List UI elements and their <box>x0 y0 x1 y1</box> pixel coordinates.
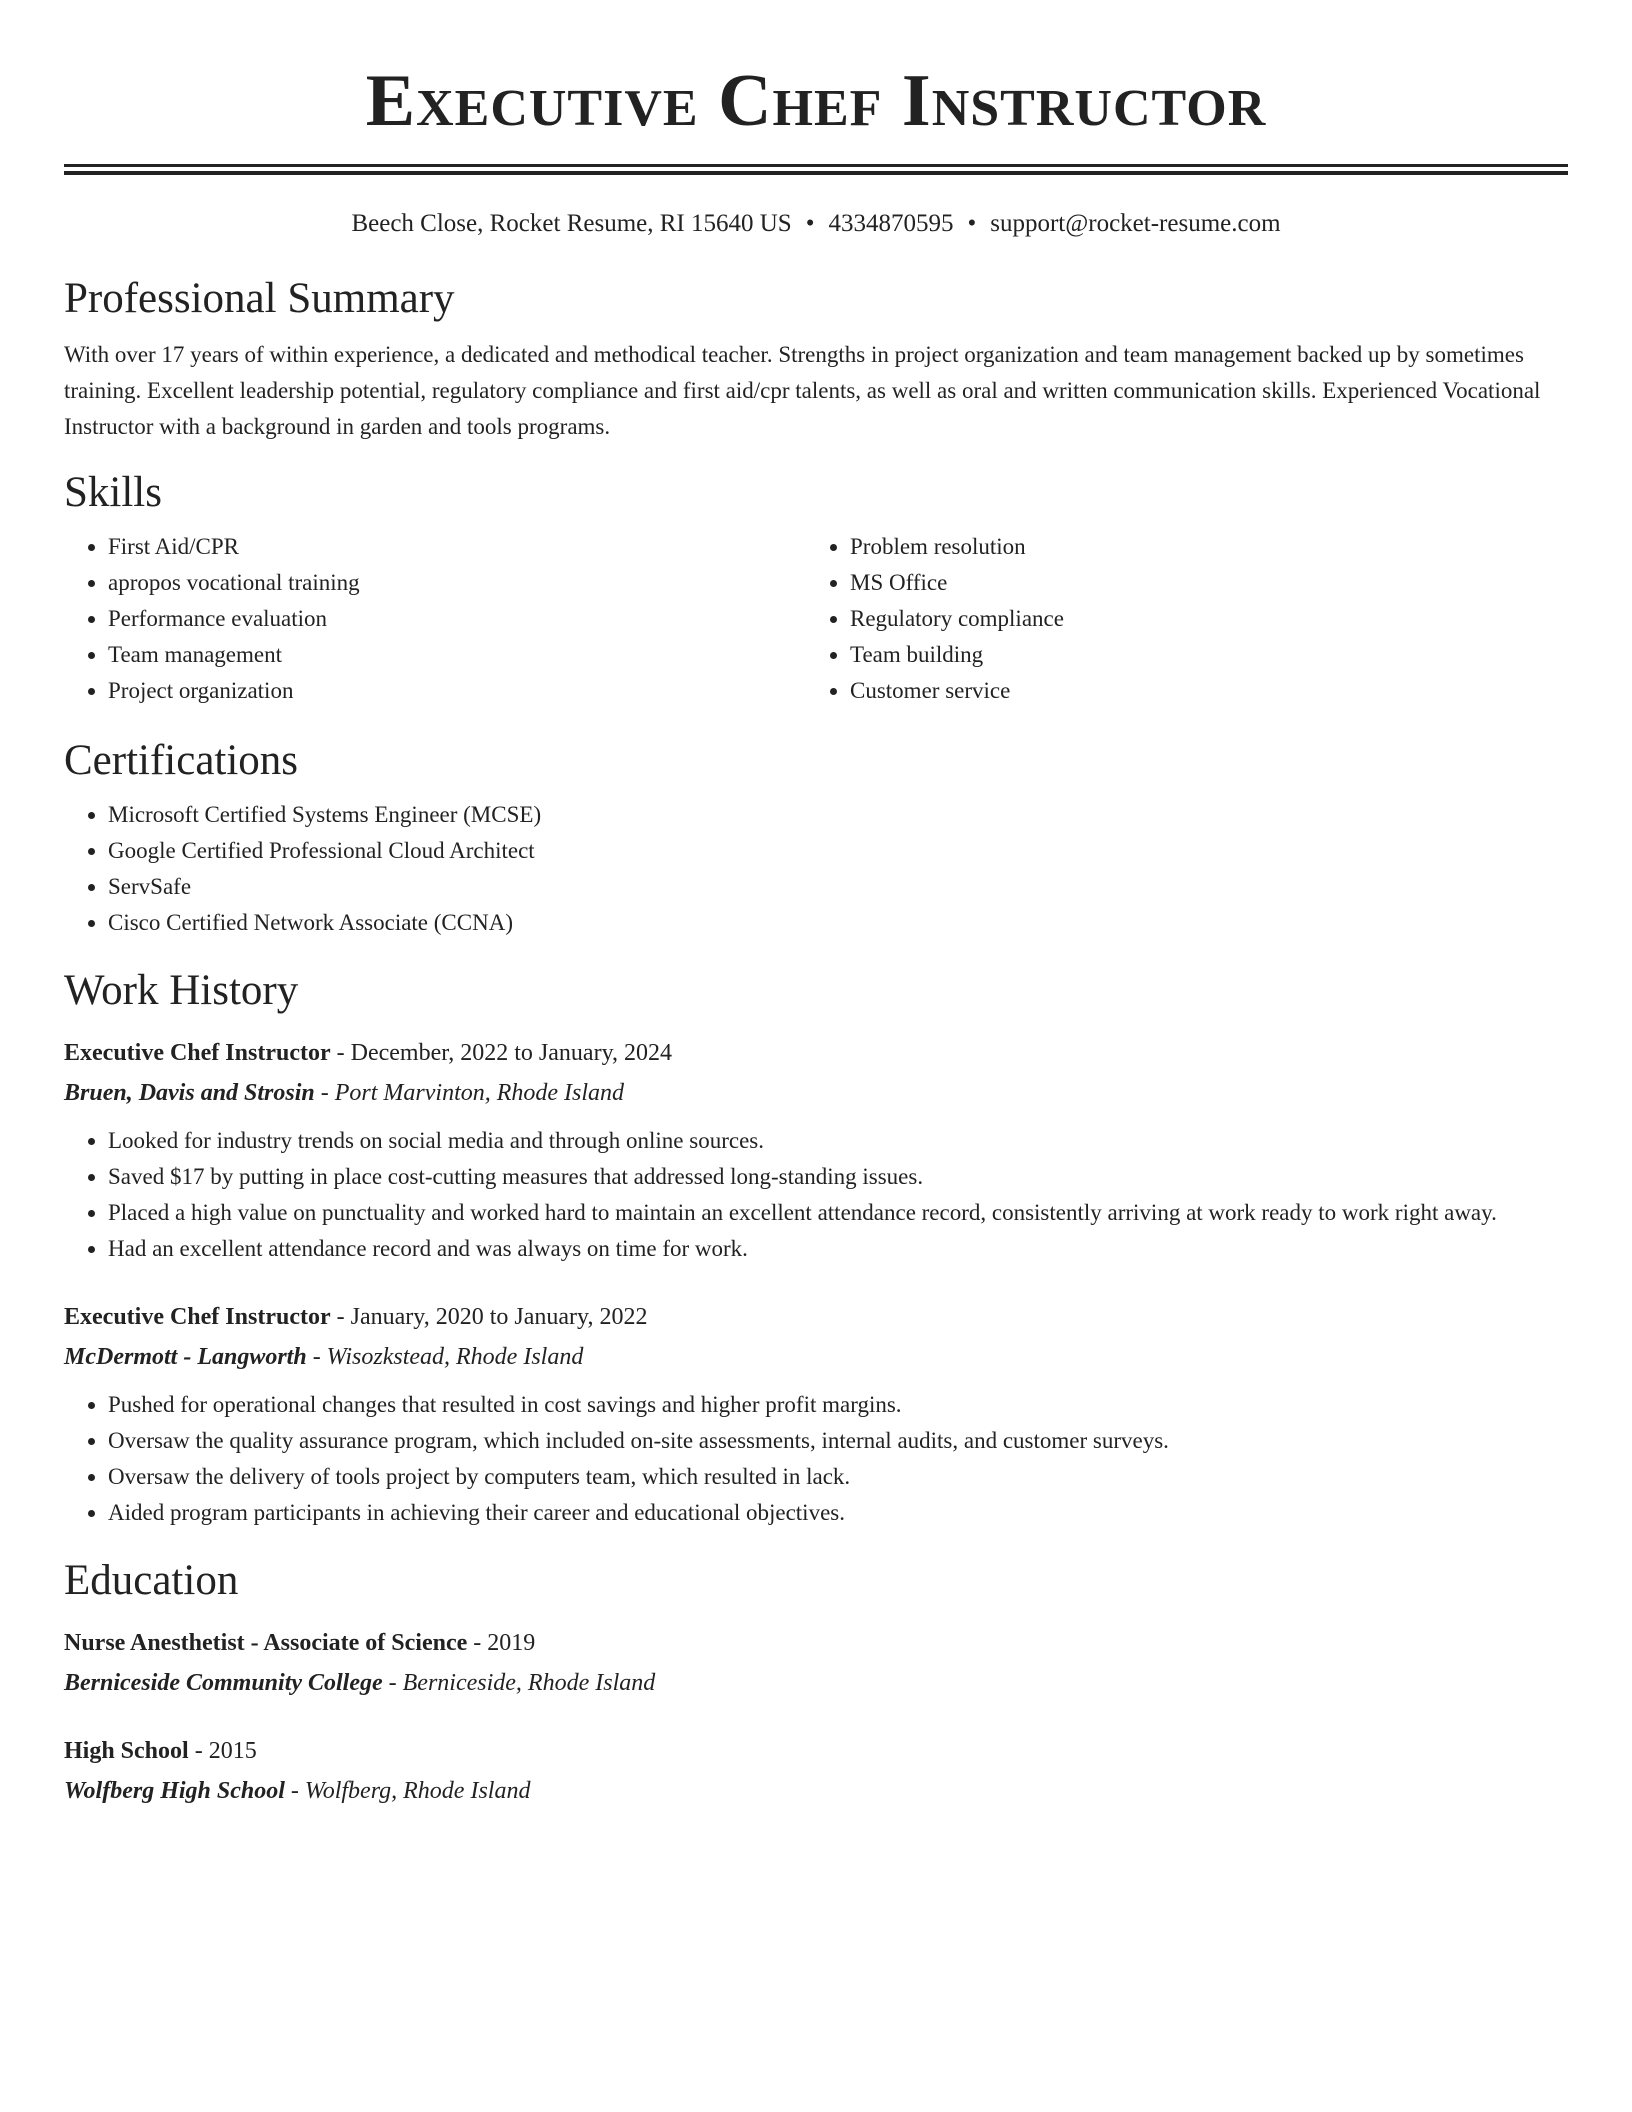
job-location: - Wisozkstead, Rhode Island <box>306 1344 584 1370</box>
education-year: - 2015 <box>188 1738 257 1764</box>
skill-item: • Performance evaluation <box>108 601 806 637</box>
job-bullet: • Aided program participants in achieving their career and educational objectives. <box>108 1495 1568 1531</box>
job-role: Executive Chef Instructor <box>64 1040 331 1066</box>
skills-section <box>64 465 1568 709</box>
section-title-education: Education <box>64 1557 239 1604</box>
contact-line <box>64 207 1568 241</box>
education-school: Berniceside Community College <box>64 1670 383 1696</box>
skill-item: • apropos vocational training <box>108 565 806 601</box>
job-bullet: • Pushed for operational changes that resulted in cost savings and higher profit margins. <box>108 1387 1568 1423</box>
resume-page <box>64 0 1568 1811</box>
header-rule-bottom <box>64 171 1568 175</box>
job-company-line <box>64 1073 1568 1113</box>
job-dates: - January, 2020 to January, 2022 <box>330 1304 648 1330</box>
skill-item: • Regulatory compliance <box>850 601 1548 637</box>
certification-item: • Microsoft Certified Systems Engineer (MCSE) <box>108 797 1568 833</box>
job-title-line <box>64 1297 1568 1337</box>
education-entry <box>64 1623 1568 1703</box>
header-rule-top <box>64 164 1568 167</box>
summary-text: With over 17 years of within experience, a dedicated and methodical teacher. Strengths in project organization and team management backed up by sometimes training. Excellent leadership potential, regulatory compliance and first aid/cpr talents, as well as oral and written communication skills. Experienced Vocational Instructor with a background in garden and tools programs. <box>64 342 1541 439</box>
job-bullet: • Had an excellent attendance record and was always on time for work. <box>108 1231 1568 1267</box>
work-section <box>64 963 1568 1531</box>
skills-columns <box>64 529 1568 709</box>
contact-address: Beech Close, Rocket Resume, RI 15640 US <box>351 210 792 237</box>
certification-item: • Google Certified Professional Cloud Architect <box>108 833 1568 869</box>
education-degree: High School <box>64 1738 189 1764</box>
skill-item: • First Aid/CPR <box>108 529 806 565</box>
skill-item: • Customer service <box>850 673 1548 709</box>
education-school: Wolfberg High School <box>64 1778 285 1804</box>
certification-item: • Cisco Certified Network Associate (CCNA) <box>108 905 1568 941</box>
job-company: Bruen, Davis and Strosin <box>64 1080 315 1106</box>
education-degree: Nurse Anesthetist - Associate of Science <box>64 1630 468 1656</box>
job-bullet: • Saved $17 by putting in place cost-cutting measures that addressed long-standing issues. <box>108 1159 1568 1195</box>
contact-separator: • <box>967 210 977 237</box>
job-company: McDermott - Langworth <box>64 1344 307 1370</box>
skills-column-left <box>64 529 806 709</box>
skill-item: • Team management <box>108 637 806 673</box>
contact-email: support@rocket-resume.com <box>990 210 1281 237</box>
education-entry <box>64 1731 1568 1811</box>
job-bullet: • Oversaw the quality assurance program, which included on-site assessments, internal audits, and customer surveys. <box>108 1423 1568 1459</box>
job-role: Executive Chef Instructor <box>64 1304 331 1330</box>
job-title-line <box>64 1033 1568 1073</box>
education-school-line <box>64 1663 1568 1703</box>
job-bullet: • Looked for industry trends on social media and through online sources. <box>108 1123 1568 1159</box>
education-section <box>64 1553 1568 1811</box>
job-location: - Port Marvinton, Rhode Island <box>314 1080 625 1106</box>
education-school-line <box>64 1771 1568 1811</box>
education-year: - 2019 <box>467 1630 536 1656</box>
resume-name: Executive Chef Instructor <box>365 60 1267 142</box>
skill-item: • Problem resolution <box>850 529 1548 565</box>
job-entry <box>64 1297 1568 1531</box>
skill-item: • Team building <box>850 637 1548 673</box>
summary-section <box>64 271 1568 445</box>
contact-separator: • <box>805 210 815 237</box>
education-degree-line <box>64 1623 1568 1663</box>
job-company-line <box>64 1337 1568 1377</box>
job-dates: - December, 2022 to January, 2024 <box>330 1040 673 1066</box>
section-title-work: Work History <box>64 967 299 1014</box>
education-degree-line <box>64 1731 1568 1771</box>
section-title-certifications: Certifications <box>64 737 299 784</box>
section-title-skills: Skills <box>64 469 162 516</box>
job-bullet: • Oversaw the delivery of tools project by computers team, which resulted in lack. <box>108 1459 1568 1495</box>
contact-phone: 4334870595 <box>828 210 954 237</box>
certification-item: • ServSafe <box>108 869 1568 905</box>
certifications-section <box>64 733 1568 941</box>
job-bullet: • Placed a high value on punctuality and worked hard to maintain an excellent attendance record, consistently arriving at work ready to work right away. <box>108 1195 1568 1231</box>
job-entry <box>64 1033 1568 1267</box>
skill-item: • Project organization <box>108 673 806 709</box>
skills-column-right <box>806 529 1548 709</box>
section-title-summary: Professional Summary <box>64 275 455 322</box>
education-location: - Berniceside, Rhode Island <box>382 1670 656 1696</box>
education-location: - Wolfberg, Rhode Island <box>284 1778 531 1804</box>
skill-item: • MS Office <box>850 565 1548 601</box>
